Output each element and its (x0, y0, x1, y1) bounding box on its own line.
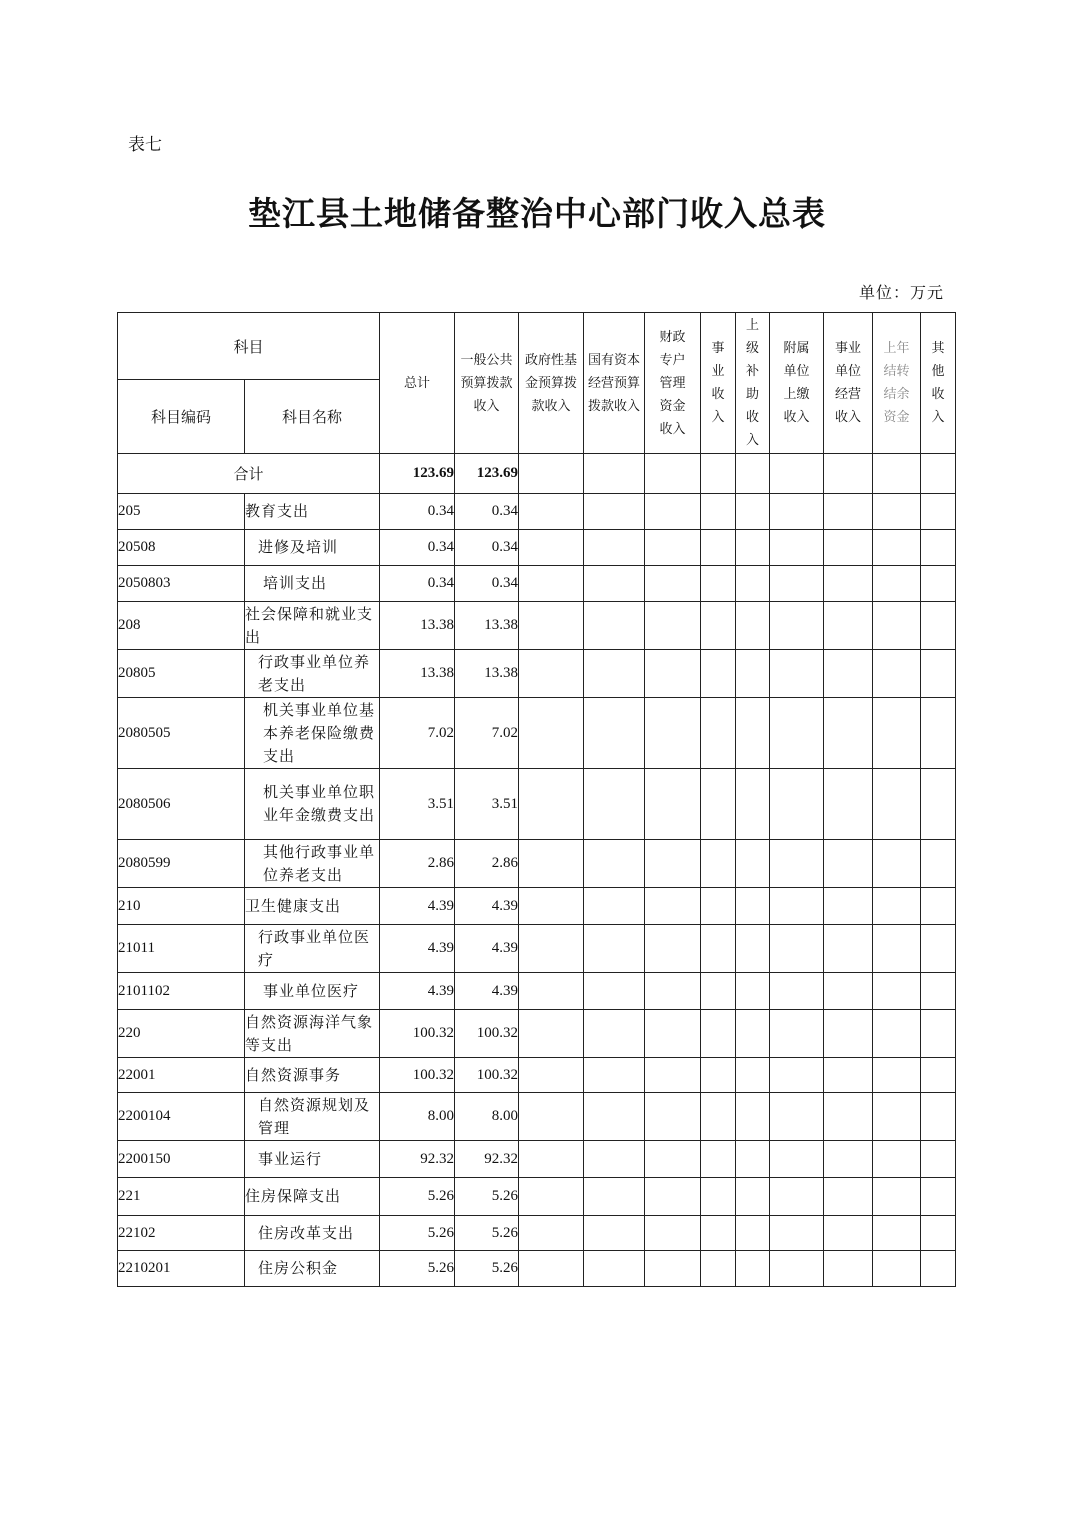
superior-subsidy-header: 上级补助收入 (736, 313, 770, 454)
row-total: 8.00 (380, 1093, 455, 1141)
row-general: 7.02 (455, 698, 519, 769)
row-code: 220 (118, 1010, 245, 1058)
row-name: 其他行政事业单位养老支出 (245, 840, 380, 888)
row-name: 事业单位医疗 (245, 973, 380, 1010)
row-general: 5.26 (455, 1178, 519, 1216)
row-code: 208 (118, 602, 245, 650)
row-name: 住房改革支出 (245, 1216, 380, 1251)
table-row (118, 973, 956, 1010)
row-name: 行政事业单位医疗 (245, 925, 380, 973)
row-code: 2080599 (118, 840, 245, 888)
table-row (118, 1093, 956, 1141)
total-row-general: 123.69 (455, 454, 519, 494)
row-name: 行政事业单位养老支出 (245, 650, 380, 698)
table-row (118, 1216, 956, 1251)
total-row-total: 123.69 (380, 454, 455, 494)
row-general: 2.86 (455, 840, 519, 888)
page-title: 垫江县土地储备整治中心部门收入总表 (248, 194, 826, 233)
row-total: 92.32 (380, 1141, 455, 1178)
table-row (118, 1058, 956, 1093)
total-row (118, 454, 956, 494)
last-year-header: 上年结转结余资金 (873, 313, 921, 454)
table-row (118, 494, 956, 530)
table-row (118, 888, 956, 925)
row-total: 100.32 (380, 1010, 455, 1058)
subject-code-header: 科目编码 (118, 380, 245, 454)
table-row (118, 769, 956, 840)
table-row (118, 1141, 956, 1178)
gov-fund-header: 政府性基金预算拨款收入 (519, 313, 584, 454)
general-budget-header: 一般公共预算拨款收入 (455, 313, 519, 454)
row-total: 5.26 (380, 1216, 455, 1251)
row-name: 教育支出 (245, 494, 380, 530)
row-code: 210 (118, 888, 245, 925)
operating-header: 事业单位经营收入 (824, 313, 873, 454)
row-code: 2050803 (118, 566, 245, 602)
table-row (118, 530, 956, 566)
total-row-label: 合计 (118, 454, 380, 494)
unit-label: 单位：万元 (858, 283, 944, 302)
table-row (118, 840, 956, 888)
row-total: 13.38 (380, 602, 455, 650)
row-code: 221 (118, 1178, 245, 1216)
other-header: 其他收入 (921, 313, 956, 454)
business-income-header: 事业收入 (701, 313, 736, 454)
state-capital-header: 国有资本经营预算拨款收入 (584, 313, 645, 454)
total-header: 总计 (380, 313, 455, 454)
subject-name-header: 科目名称 (245, 380, 380, 454)
row-name: 进修及培训 (245, 530, 380, 566)
row-total: 5.26 (380, 1178, 455, 1216)
row-total: 5.26 (380, 1251, 455, 1287)
table-row (118, 1178, 956, 1216)
row-total: 2.86 (380, 840, 455, 888)
row-general: 0.34 (455, 494, 519, 530)
fiscal-special-header: 财政专户管理资金收入 (645, 313, 701, 454)
row-general: 0.34 (455, 530, 519, 566)
row-general: 8.00 (455, 1093, 519, 1141)
table-row (118, 566, 956, 602)
table-row (118, 698, 956, 769)
row-general: 0.34 (455, 566, 519, 602)
affiliated-header: 附属单位上缴收入 (770, 313, 824, 454)
row-general: 4.39 (455, 888, 519, 925)
table-number: 表七 (128, 135, 162, 155)
row-code: 2210201 (118, 1251, 245, 1287)
row-general: 13.38 (455, 650, 519, 698)
row-total: 3.51 (380, 769, 455, 840)
row-name: 机关事业单位职业年金缴费支出 (245, 769, 380, 840)
row-general: 4.39 (455, 973, 519, 1010)
row-code: 21011 (118, 925, 245, 973)
row-general: 92.32 (455, 1141, 519, 1178)
row-code: 20508 (118, 530, 245, 566)
row-name: 培训支出 (245, 566, 380, 602)
row-total: 0.34 (380, 494, 455, 530)
row-name: 自然资源海洋气象等支出 (245, 1010, 380, 1058)
row-name: 住房保障支出 (245, 1178, 380, 1216)
row-total: 0.34 (380, 566, 455, 602)
row-name: 住房公积金 (245, 1251, 380, 1287)
row-total: 4.39 (380, 973, 455, 1010)
row-total: 0.34 (380, 530, 455, 566)
row-code: 2200104 (118, 1093, 245, 1141)
row-name: 自然资源事务 (245, 1058, 380, 1093)
row-total: 4.39 (380, 925, 455, 973)
row-code: 22001 (118, 1058, 245, 1093)
row-code: 22102 (118, 1216, 245, 1251)
row-general: 13.38 (455, 602, 519, 650)
row-name: 机关事业单位基本养老保险缴费支出 (245, 698, 380, 769)
table-row (118, 650, 956, 698)
row-name: 社会保障和就业支出 (245, 602, 380, 650)
row-code: 2200150 (118, 1141, 245, 1178)
row-general: 100.32 (455, 1010, 519, 1058)
row-name: 卫生健康支出 (245, 888, 380, 925)
row-general: 5.26 (455, 1251, 519, 1287)
row-total: 4.39 (380, 888, 455, 925)
table-row (118, 602, 956, 650)
row-code: 205 (118, 494, 245, 530)
row-general: 4.39 (455, 925, 519, 973)
row-total: 7.02 (380, 698, 455, 769)
income-table (117, 312, 956, 1287)
row-code: 2101102 (118, 973, 245, 1010)
row-general: 5.26 (455, 1216, 519, 1251)
row-code: 2080506 (118, 769, 245, 840)
row-name: 自然资源规划及管理 (245, 1093, 380, 1141)
row-total: 100.32 (380, 1058, 455, 1093)
row-general: 3.51 (455, 769, 519, 840)
row-general: 100.32 (455, 1058, 519, 1093)
row-code: 2080505 (118, 698, 245, 769)
table-row (118, 1010, 956, 1058)
row-name: 事业运行 (245, 1141, 380, 1178)
subject-group-header: 科目 (118, 313, 380, 380)
row-code: 20805 (118, 650, 245, 698)
table-row (118, 1251, 956, 1287)
table-row (118, 925, 956, 973)
row-total: 13.38 (380, 650, 455, 698)
